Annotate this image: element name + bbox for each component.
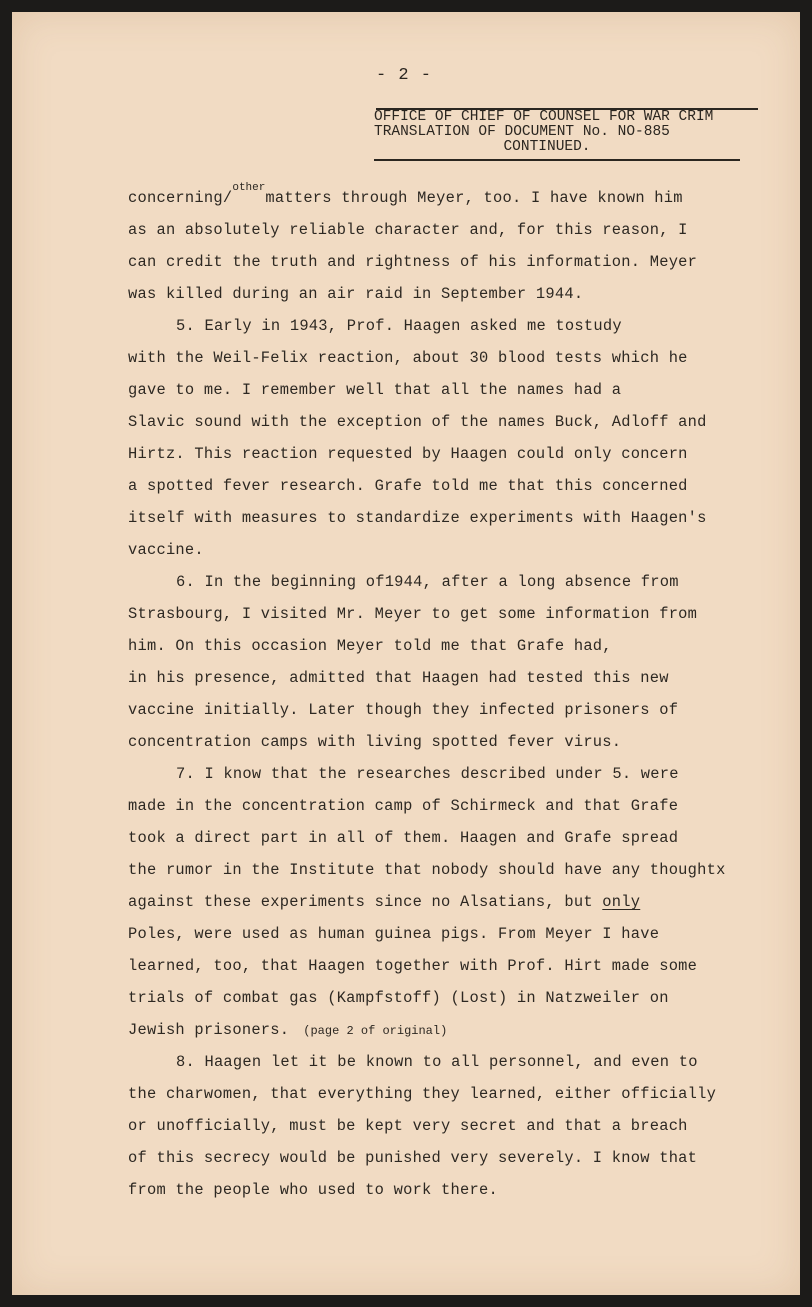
- text-line: trials of combat gas (Kampfstoff) (Lost) in Natzweiler on: [128, 989, 669, 1007]
- paragraph-5: [128, 310, 728, 566]
- document-body: [128, 182, 728, 1206]
- text-line: Poles, were used as human guinea pigs. From Meyer I have: [128, 925, 660, 943]
- text-fragment: Jewish prisoners.: [128, 1021, 290, 1039]
- paragraph-6: [128, 566, 728, 758]
- paragraph-8: [128, 1046, 728, 1206]
- text-line: in his presence, admitted that Haagen had tested this new: [128, 669, 669, 687]
- text-line: [128, 182, 728, 214]
- text-line: can credit the truth and rightness of his information. Meyer: [128, 253, 698, 271]
- text-line: the charwomen, that everything they learned, either officially: [128, 1085, 717, 1103]
- handwritten-insertion: other: [232, 182, 266, 194]
- text-line: as an absolutely reliable character and, for this reason, I: [128, 221, 688, 239]
- text-line: vaccine.: [128, 541, 204, 559]
- text-line: 5. Early in 1943, Prof. Haagen asked me tostudy: [176, 317, 622, 335]
- text-line: concentration camps with living spotted fever virus.: [128, 733, 622, 751]
- text-line: was killed during an air raid in September 1944.: [128, 285, 584, 303]
- header-office-line: OFFICE OF CHIEF OF COUNSEL FOR WAR CRIM: [374, 110, 714, 125]
- text-line: Strasbourg, I visited Mr. Meyer to get some information from: [128, 605, 698, 623]
- text-line: Hirtz. This reaction requested by Haagen could only concern: [128, 445, 688, 463]
- header-bottom-rule: [374, 159, 740, 161]
- page-number: - 2 -: [376, 66, 433, 85]
- text-line: him. On this occasion Meyer told me that Grafe had,: [128, 637, 612, 655]
- text-line: [128, 1014, 728, 1046]
- text-line: Slavic sound with the exception of the names Buck, Adloff and: [128, 413, 707, 431]
- text-line: [128, 886, 728, 918]
- underlined-word: only: [602, 893, 641, 911]
- text-line: of this secrecy would be punished very severely. I know that: [128, 1149, 698, 1167]
- text-line: learned, too, that Haagen together with Prof. Hirt made some: [128, 957, 698, 975]
- text-line: 6. In the beginning of1944, after a long absence from: [176, 573, 679, 591]
- paragraph-7: [128, 758, 728, 1046]
- text-fragment: matters through Meyer, too. I have known him: [265, 189, 683, 207]
- text-line: from the people who used to work there.: [128, 1181, 498, 1199]
- header-continued-line: CONTINUED.: [503, 140, 591, 155]
- text-fragment: against these experiments since no Alsatians, but: [128, 893, 603, 911]
- text-line: vaccine initially. Later though they infected prisoners of: [128, 701, 679, 719]
- text-line: made in the concentration camp of Schirmeck and that Grafe: [128, 797, 679, 815]
- paragraph-continuation: [128, 182, 728, 310]
- original-page-note: (page 2 of original): [303, 1024, 448, 1038]
- translation-header: [374, 108, 760, 161]
- text-line: 7. I know that the researches described under 5. were: [176, 765, 679, 783]
- header-translation-line: TRANSLATION OF DOCUMENT No. NO-885: [374, 125, 670, 140]
- text-line: with the Weil-Felix reaction, about 30 blood tests which he: [128, 349, 688, 367]
- text-line: gave to me. I remember well that all the names had a: [128, 381, 622, 399]
- text-line: 8. Haagen let it be known to all personnel, and even to: [176, 1053, 698, 1071]
- text-fragment: concerning/: [128, 189, 233, 207]
- text-line: took a direct part in all of them. Haagen and Grafe spread: [128, 829, 679, 847]
- text-line: the rumor in the Institute that nobody should have any thoughtx: [128, 861, 726, 879]
- text-line: a spotted fever research. Grafe told me that this concerned: [128, 477, 688, 495]
- document-page: [12, 12, 800, 1295]
- text-line: itself with measures to standardize experiments with Haagen's: [128, 509, 707, 527]
- text-line: or unofficially, must be kept very secret and that a breach: [128, 1117, 688, 1135]
